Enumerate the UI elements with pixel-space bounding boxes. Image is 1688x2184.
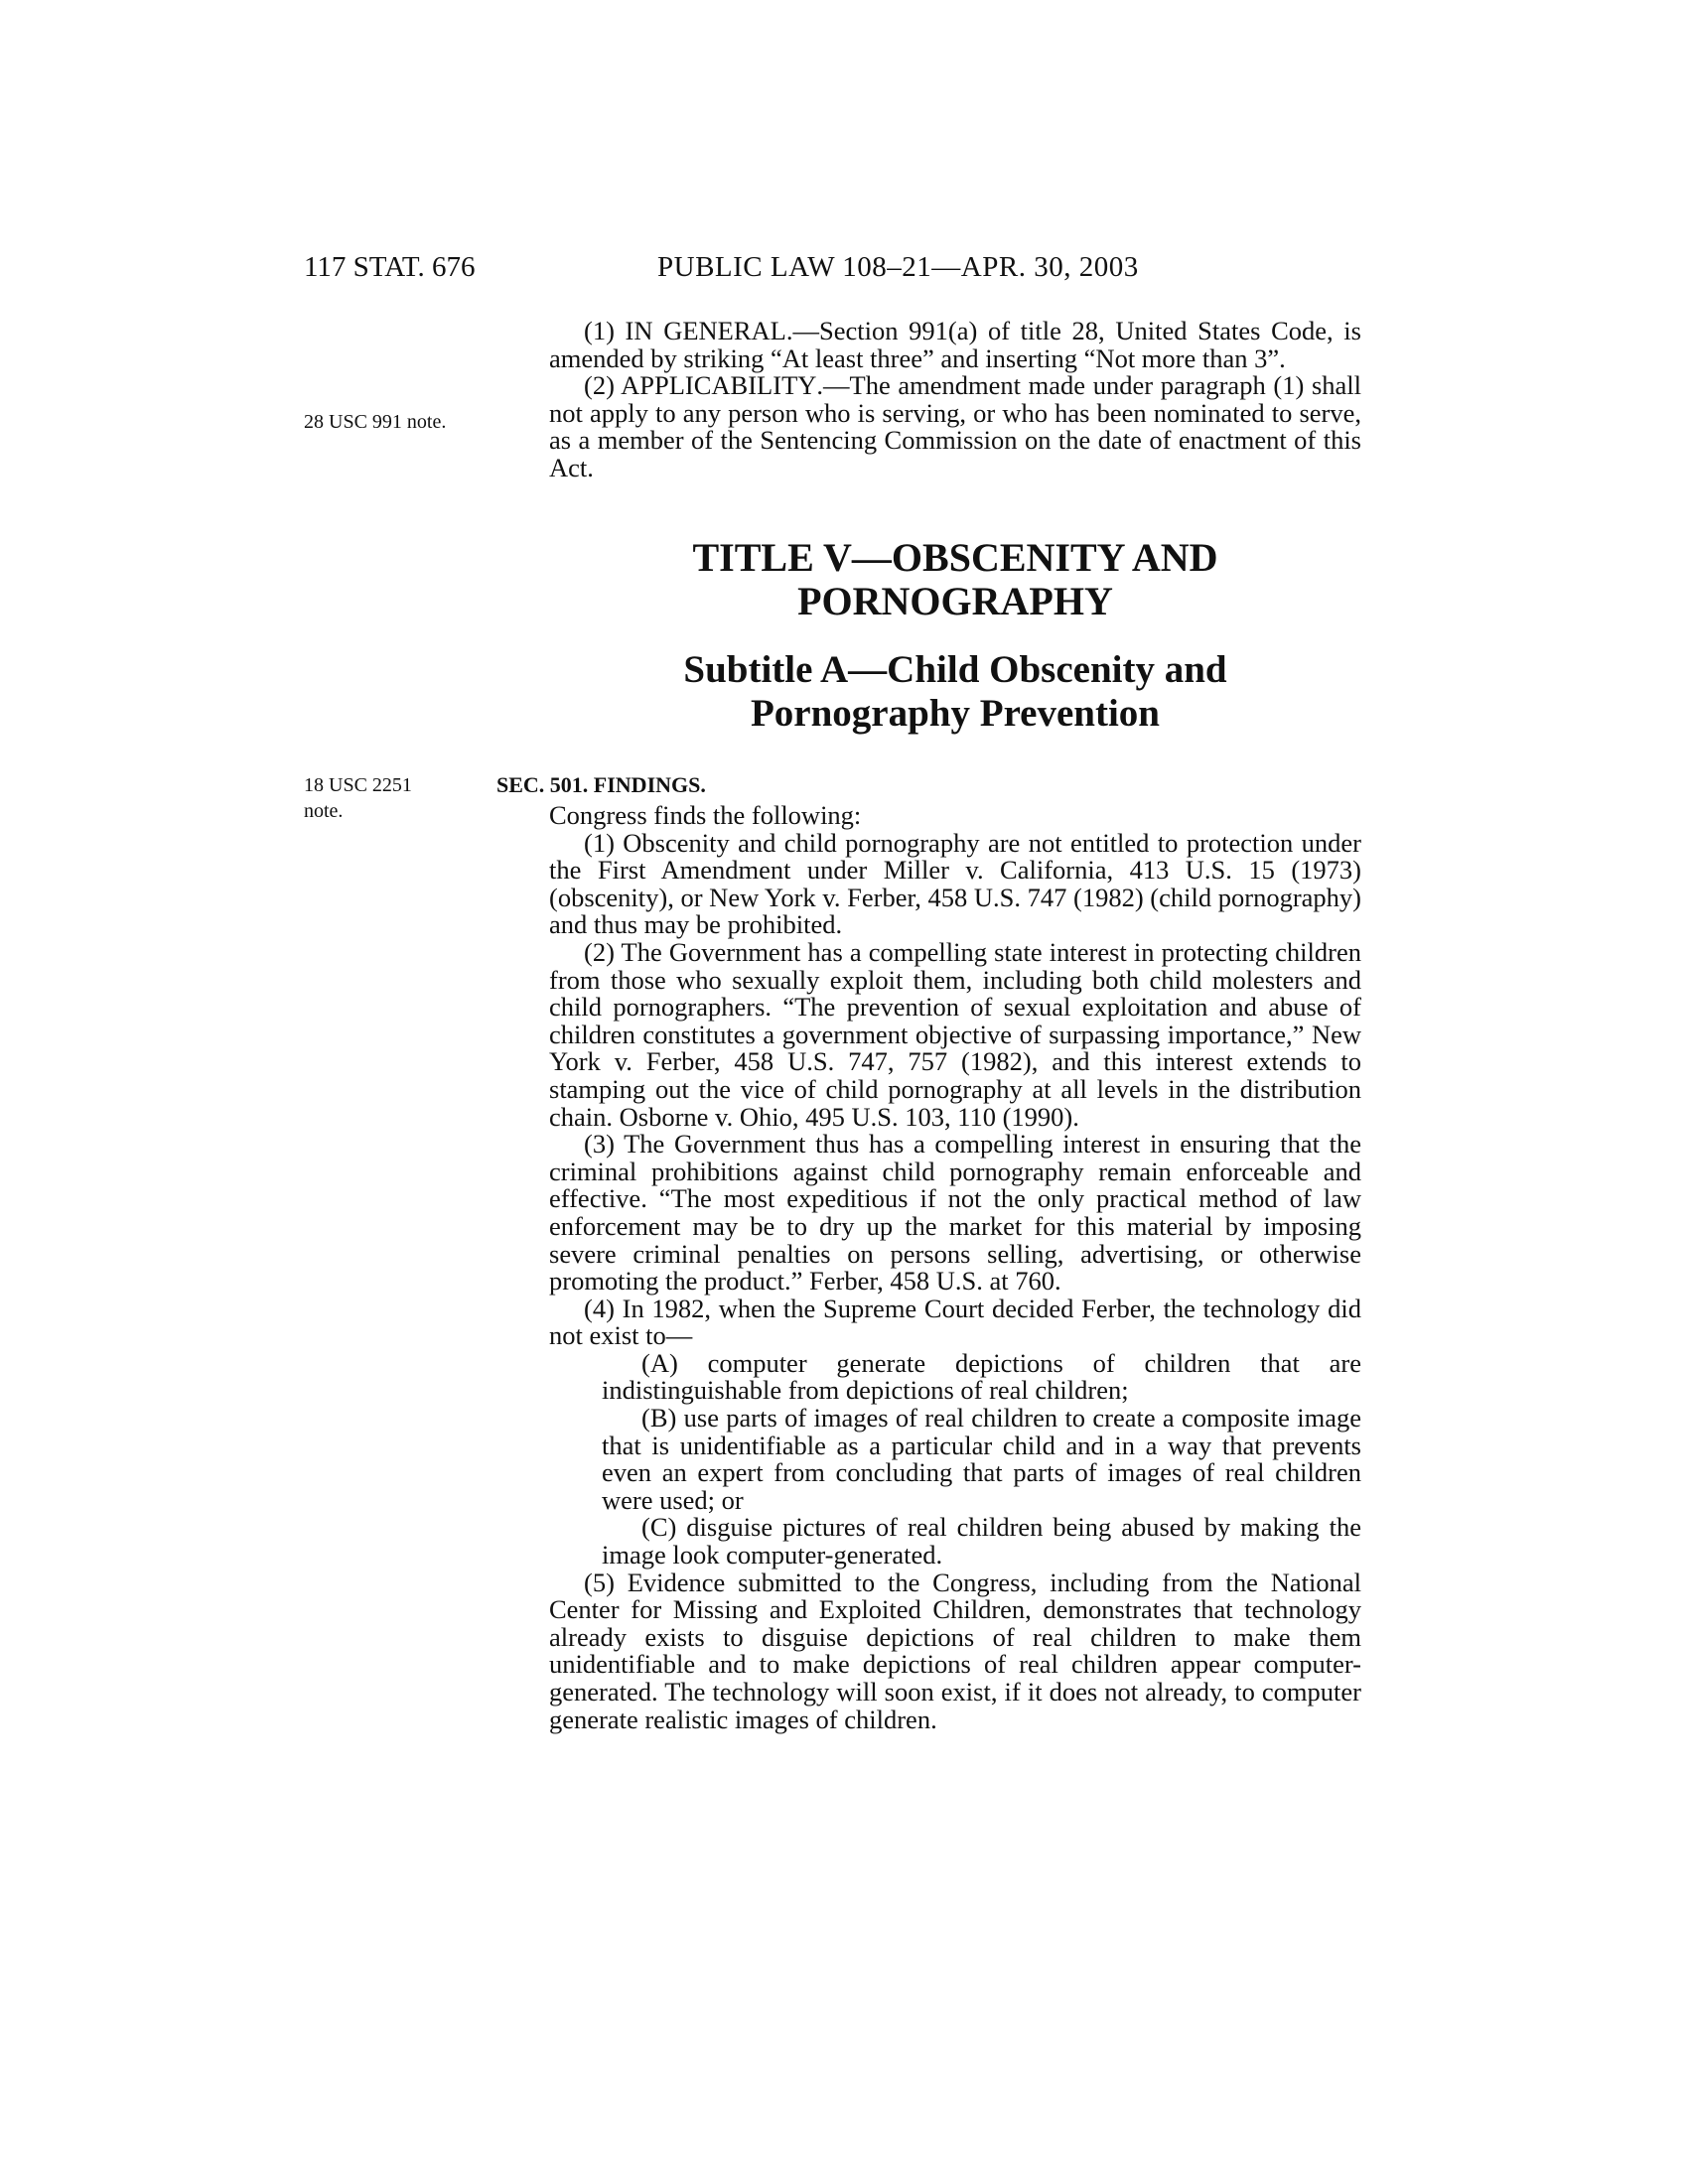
margin-note-18-usc: 18 USC 2251 note. bbox=[304, 774, 412, 822]
paragraph-in-general: (1) IN GENERAL.—Section 991(a) of title 28, United States Code, is amended by striking “At least three” and inserting “Not more than 3”. bbox=[549, 316, 1361, 373]
finding-4c: (C) disguise pictures of real children being abused by making the image look computer-generated. bbox=[602, 1512, 1361, 1570]
paragraph-applicability: (2) APPLICABILITY.—The amendment made under paragraph (1) shall not apply to any person who is serving, or who has been nominated to serve, as a member of the Sentencing Commission on the date of enactment of this Act. bbox=[549, 370, 1361, 482]
section-heading: SEC. 501. FINDINGS. bbox=[496, 772, 706, 797]
finding-5: (5) Evidence submitted to the Congress, including from the National Center for Missing and Exploited Children, demonstrates that technology already exists to disguise depictions of real children to make them unidentifiable and to make depictions of real children appear computer-generated. The technology will soon exist, if it does not already, to computer generate realistic images of children. bbox=[549, 1567, 1361, 1734]
top-section bbox=[549, 318, 1361, 482]
margin-note-28-usc: 28 USC 991 note. bbox=[304, 411, 447, 433]
finding-2: (2) The Government has a compelling state interest in protecting children from those who sexually exploit them, including both child molesters and child pornographers. “The prevention of sexual exploitation and abuse of children constitutes a government objective of surpassing importance,” New York v. Ferber, 458 U.S. 747, 757 (1982), and this interest extends to stamping out the vice of child pornography at all levels in the distribution chain. Osborne v. Ohio, 495 U.S. 103, 110 (1990). bbox=[549, 936, 1361, 1132]
subtitle-heading: Subtitle A—Child Obscenity and Pornography Prevention bbox=[683, 648, 1227, 735]
stat-page-number: 117 STAT. 676 bbox=[304, 251, 476, 283]
finding-1: (1) Obscenity and child pornography are not entitled to protection under the First Amendment under Miller v. California, 413 U.S. 15 (1973) (obscenity), or New York v. Ferber, 458 U.S. 747 (1982) (child pornography) and thus may be prohibited. bbox=[549, 827, 1361, 940]
title-heading: TITLE V—OBSCENITY AND PORNOGRAPHY bbox=[692, 535, 1218, 623]
finding-3: (3) The Government thus has a compelling interest in ensuring that the criminal prohibitions against child pornography remain enforceable and effective. “The most expeditious if not the only practical method of law enforcement may be to dry up the market for this material by imposing severe criminal penalties on persons selling, advertising, or otherwise promoting the product.” Ferber, 458 U.S. at 760. bbox=[549, 1129, 1361, 1297]
running-header: PUBLIC LAW 108–21—APR. 30, 2003 bbox=[657, 251, 1139, 283]
findings-body bbox=[549, 802, 1361, 1733]
findings-intro: Congress finds the following: bbox=[549, 800, 862, 830]
finding-4b: (B) use parts of images of real children to create a composite image that is unidentifiable as a particular child and in a way that prevents even an expert from concluding that parts of images of real children were used; or bbox=[602, 1403, 1361, 1515]
finding-4: (4) In 1982, when the Supreme Court decided Ferber, the technology did not exist to— bbox=[549, 1293, 1361, 1351]
finding-4a: (A) computer generate depictions of children that are indistinguishable from depictions of real children; bbox=[602, 1347, 1361, 1406]
